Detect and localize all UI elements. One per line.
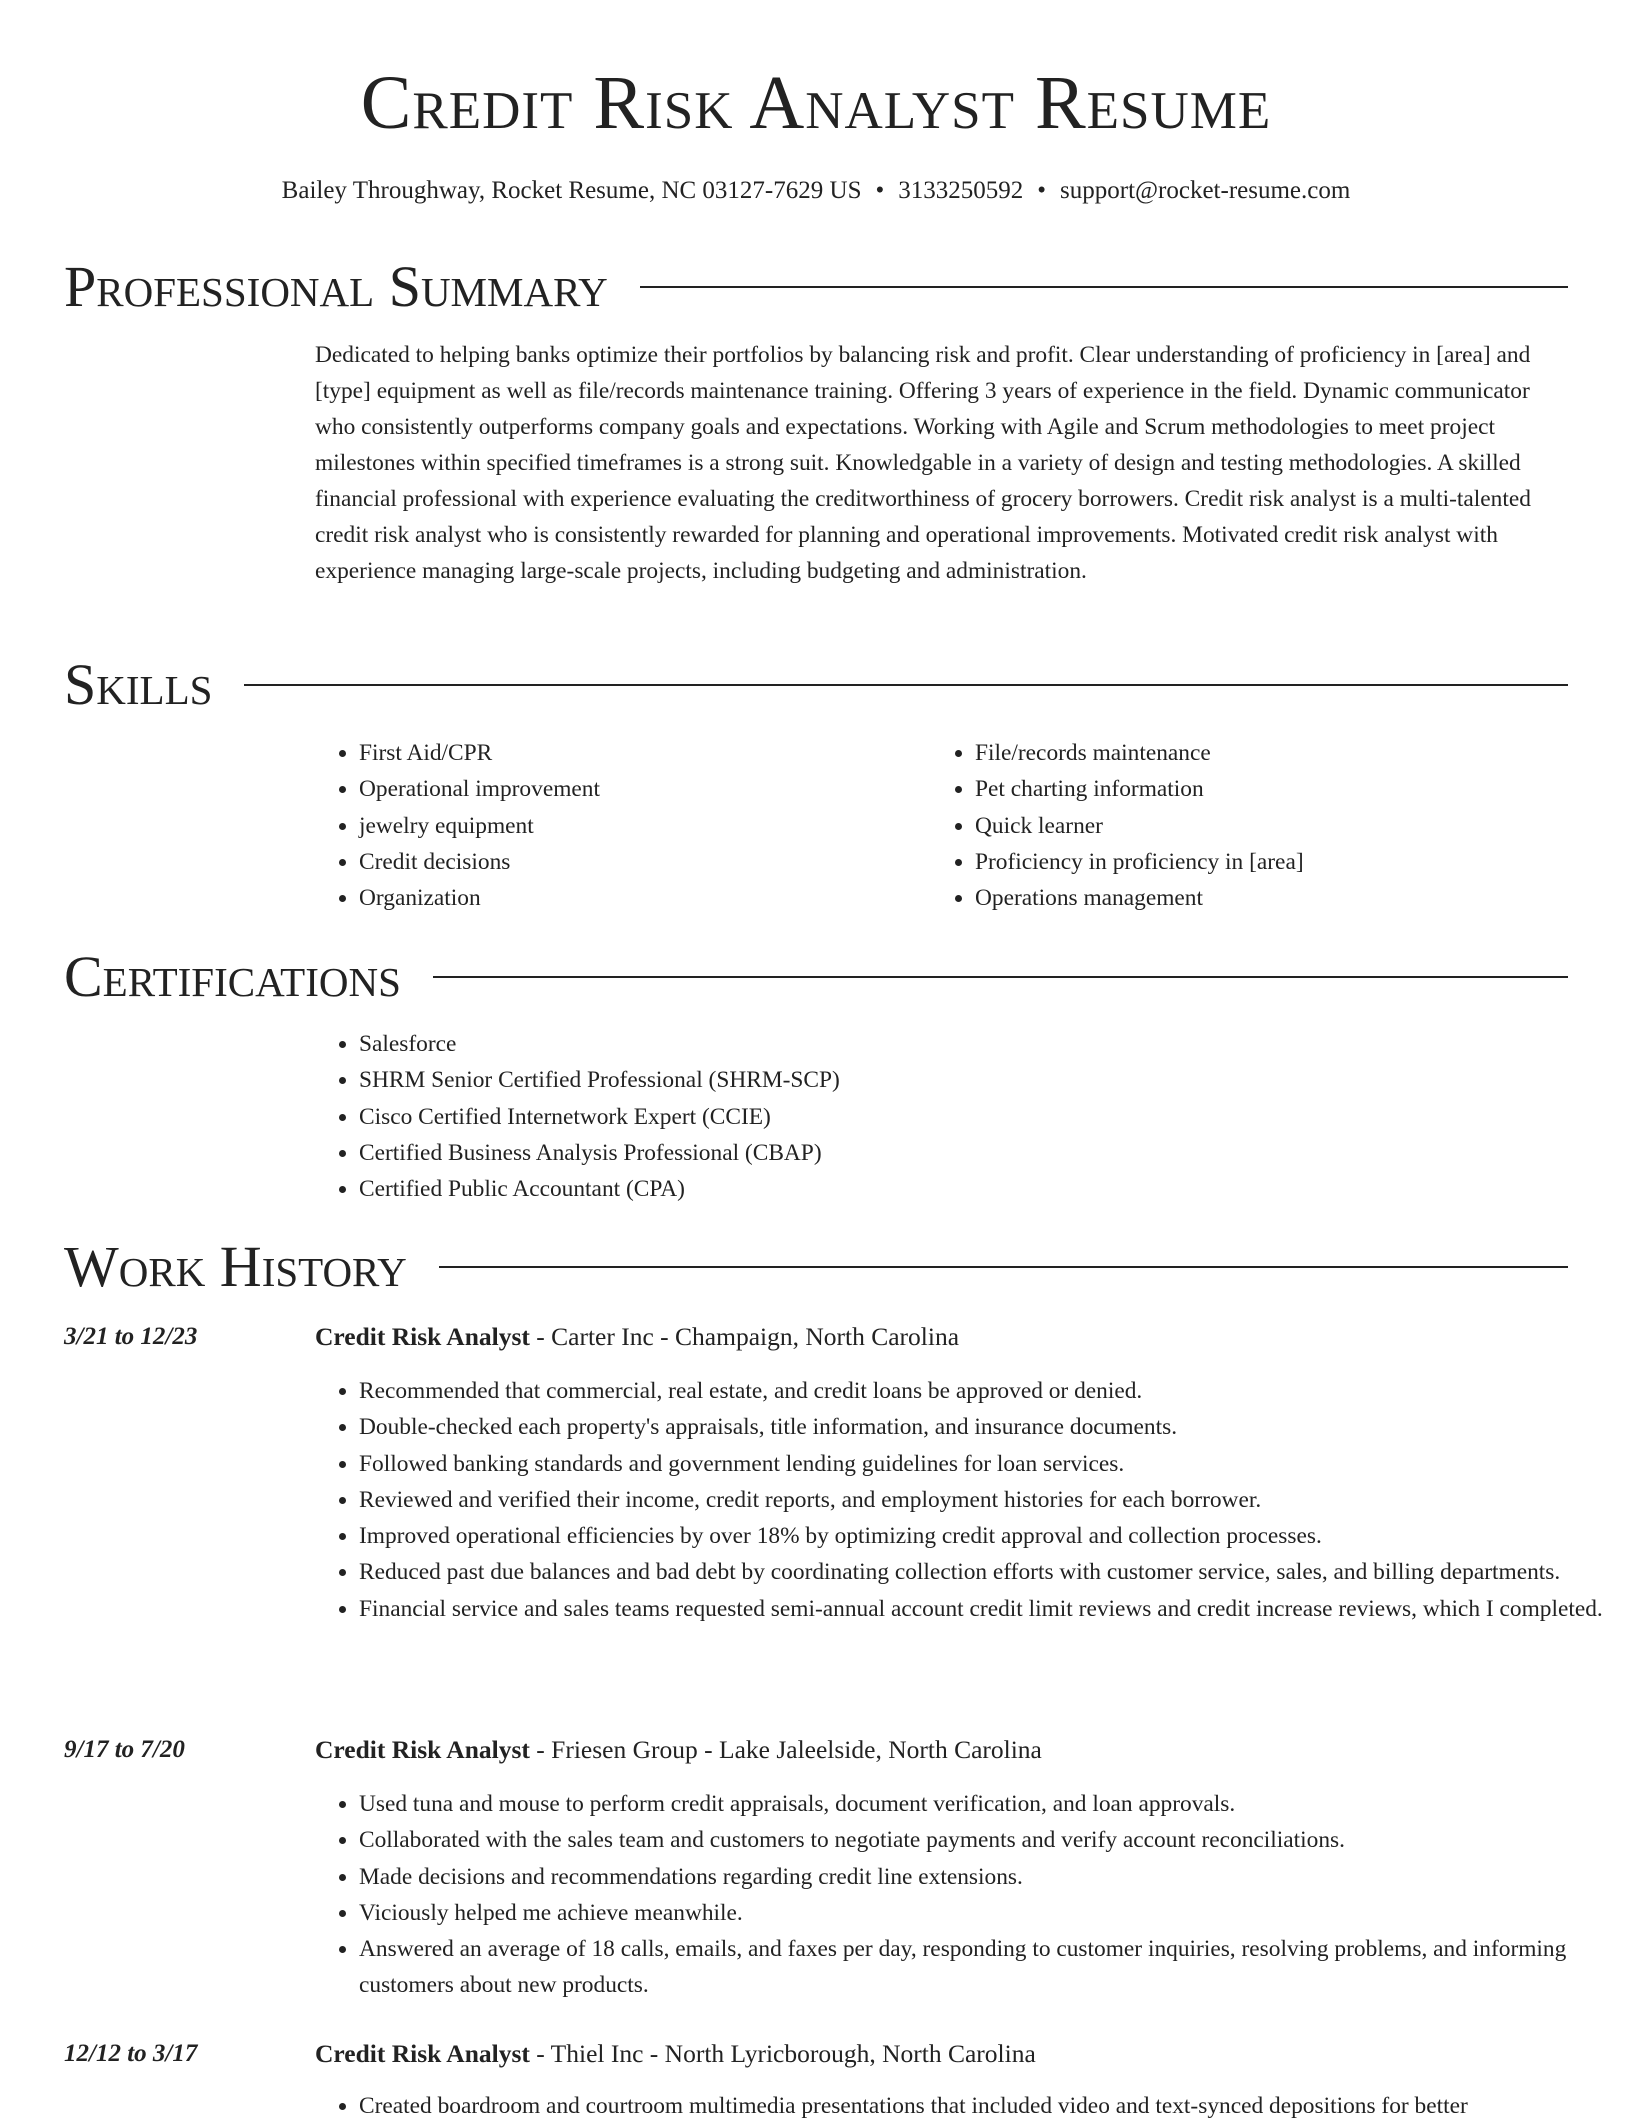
skill-item: • Credit decisions <box>359 844 959 880</box>
section-title-work-history: Work History <box>64 1234 407 1299</box>
job-bullet: • Viciously helped me achieve meanwhile. <box>359 1895 1609 1931</box>
contact-line <box>0 174 1632 208</box>
contact-separator: • <box>875 177 885 204</box>
job-bullet: • Created boardroom and courtroom multimedia presentations that included video and text-synced depositions for better <box>359 2088 1609 2124</box>
job-bullet: • Used tuna and mouse to perform credit appraisals, document verification, and loan approvals. <box>359 1786 1609 1822</box>
job-bullets <box>315 2088 1609 2124</box>
job-bullets <box>315 1786 1609 2004</box>
section-header-work-history <box>64 1232 1568 1302</box>
job-bullet: • Financial service and sales teams requested semi-annual account credit limit reviews and credit increase reviews, which I completed. <box>359 1591 1609 1627</box>
contact-phone: 3133250592 <box>898 177 1024 204</box>
job-bullets <box>315 1373 1609 1627</box>
job-bullet: • Answered an average of 18 calls, emails, and faxes per day, responding to customer inquiries, resolving problems, and informing customers about new products. <box>359 1931 1609 2004</box>
job-bullet: • Followed banking standards and government lending guidelines for loan services. <box>359 1446 1609 1482</box>
certifications-list <box>315 1026 1559 1207</box>
skill-item: • Quick learner <box>975 808 1595 844</box>
job-bullet: • Collaborated with the sales team and customers to negotiate payments and verify account reconciliations. <box>359 1822 1609 1858</box>
job-header <box>315 2036 1036 2072</box>
job-bullet: • Improved operational efficiencies by over 18% by optimizing credit approval and collection processes. <box>359 1518 1609 1554</box>
section-divider <box>433 976 1568 978</box>
skill-item: • Operations management <box>975 880 1595 916</box>
job-bullet: • Double-checked each property's appraisals, title information, and insurance documents. <box>359 1409 1609 1445</box>
certification-item: • Cisco Certified Internetwork Expert (CCIE) <box>359 1099 1559 1135</box>
contact-email: support@rocket-resume.com <box>1060 177 1351 204</box>
skill-item: • Proficiency in proficiency in [area] <box>975 844 1595 880</box>
job-bullet: • Made decisions and recommendations regarding credit line extensions. <box>359 1859 1609 1895</box>
job-role: Credit Risk Analyst <box>315 2039 530 2068</box>
skills-list-right <box>931 735 1595 916</box>
section-title-certifications: Certifications <box>64 944 401 1009</box>
section-divider <box>244 684 1568 686</box>
job-details: - Friesen Group - Lake Jaleelside, North Carolina <box>529 1735 1042 1764</box>
contact-separator: • <box>1037 177 1047 204</box>
section-title-summary: Professional Summary <box>64 254 608 319</box>
job-bullet: • Reviewed and verified their income, credit reports, and employment histories for each borrower. <box>359 1482 1609 1518</box>
skill-item: • Operational improvement <box>359 771 959 807</box>
job-details: - Thiel Inc - North Lyricborough, North Carolina <box>529 2039 1036 2068</box>
job-role: Credit Risk Analyst <box>315 1735 530 1764</box>
job-header <box>315 1319 959 1355</box>
skill-item: • Pet charting information <box>975 771 1595 807</box>
section-header-skills <box>64 650 1568 720</box>
section-divider <box>439 1266 1568 1268</box>
skill-item: • First Aid/CPR <box>359 735 959 771</box>
section-header-certifications <box>64 942 1568 1012</box>
certification-item: • Certified Public Accountant (CPA) <box>359 1171 1559 1207</box>
job-dates: 9/17 to 7/20 <box>64 1736 185 1763</box>
certification-item: • SHRM Senior Certified Professional (SHRM-SCP) <box>359 1062 1559 1098</box>
job-details: - Carter Inc - Champaign, North Carolina <box>529 1322 960 1351</box>
section-header-summary <box>64 252 1568 322</box>
skill-item: • Organization <box>359 880 959 916</box>
job-header <box>315 1732 1042 1768</box>
summary-text: Dedicated to helping banks optimize their portfolios by balancing risk and profit. Clear understanding of proficiency in [area] and [type] equipment as well as file/records maintenance training. Offering 3 years of experience in the field. Dynamic communicator who consistently outperforms company goals and expectations. Working with Agile and Scrum methodologies to meet project milestones within specified timeframes is a strong suit. Knowledgable in a variety of design and testing methodologies. A skilled financial professional with experience evaluating the creditworthiness of grocery borrowers. Credit risk analyst is a multi-talented credit risk analyst who is consistently rewarded for planning and operational improvements. Motivated credit risk analyst with experience managing large-scale projects, including budgeting and administration. <box>315 342 1531 584</box>
job-dates: 12/12 to 3/17 <box>64 2040 198 2067</box>
contact-address: Bailey Throughway, Rocket Resume, NC 03127-7629 US <box>281 177 862 204</box>
skills-list-left <box>315 735 959 916</box>
certification-item: • Certified Business Analysis Professional (CBAP) <box>359 1135 1559 1171</box>
section-divider <box>640 286 1568 288</box>
certification-item: • Salesforce <box>359 1026 1559 1062</box>
job-bullet: • Recommended that commercial, real estate, and credit loans be approved or denied. <box>359 1373 1609 1409</box>
skill-item: • File/records maintenance <box>975 735 1595 771</box>
resume-title: Credit Risk Analyst Resume <box>360 61 1272 145</box>
job-role: Credit Risk Analyst <box>315 1322 530 1351</box>
section-title-skills: Skills <box>64 652 213 717</box>
job-bullet: • Reduced past due balances and bad debt by coordinating collection efforts with customer service, sales, and billing departments. <box>359 1554 1609 1590</box>
skill-item: • jewelry equipment <box>359 808 959 844</box>
job-dates: 3/21 to 12/23 <box>64 1323 198 1350</box>
